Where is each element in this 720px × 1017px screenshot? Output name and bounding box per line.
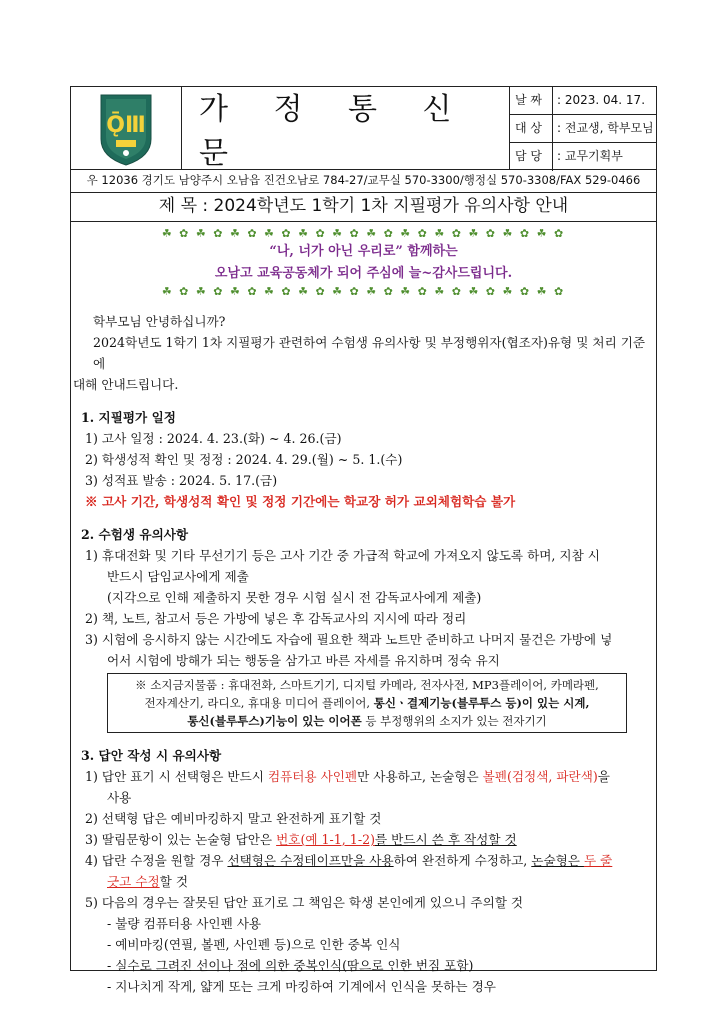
page-title: 가 정 통 신 문 <box>199 92 470 171</box>
caution-item-1a: 1) 휴대전화 및 기타 무선기기 등은 고사 기간 중 가급적 학교에 가져오지 않도록 하며, 지참 시 <box>85 548 600 563</box>
prohibited-line-2 <box>108 694 626 712</box>
caution-item-2: 2) 책, 노트, 참고서 등은 가방에 넣은 후 감독교사의 지시에 따라 정리 <box>85 611 467 626</box>
meta-info <box>509 87 656 169</box>
answer-item-4 <box>73 850 654 871</box>
svg-text:ǬⅢ: ǬⅢ <box>106 113 146 138</box>
schedule-warning: ※ 고사 기간, 학생성적 확인 및 정정 기간에는 학교장 허가 교외체험학습 불가 <box>85 494 516 509</box>
newsletter-frame <box>70 86 657 994</box>
answer-item-1 <box>73 766 654 787</box>
answer-item-4a: 4) 답란 수정을 원할 경우 <box>85 853 228 868</box>
manager-value: : 교무기획부 <box>557 149 623 163</box>
banner-line-1: “나, 너가 아닌 우리로” 함께하는 <box>269 244 458 259</box>
schedule-item: 1) 고사 일정 : 2024. 4. 23.(화) ~ 4. 26.(금) <box>85 431 342 446</box>
answer-item-4f: 긋고 수정 <box>107 874 160 889</box>
intro-text-1: 2024학년도 1학기 1차 지필평가 관련하여 수험생 유의사항 및 부정행위자(협조자)유형 및 처리 기준에 <box>93 335 646 371</box>
greeting: 학부모님 안녕하십니까? <box>93 314 226 329</box>
answer-sub-item: - 불량 컴퓨터용 사인펜 사용 <box>107 916 262 931</box>
schedule-item: 2) 학생성적 확인 및 정정 : 2024. 4. 29.(월) ~ 5. 1.(수) <box>85 452 403 467</box>
answer-item-1e: 을 <box>597 769 610 784</box>
caution-item-1c: (지각으로 인해 제출하지 못한 경우 시험 실시 전 감독교사에게 제출) <box>107 590 482 605</box>
answer-item-1a: 1) 답안 표기 시 선택형은 반드시 <box>85 769 268 784</box>
prohibited-line-3a: 통신(블루투스)기능이 있는 이어폰 <box>187 714 362 728</box>
date-value: : 2023. 04. 17. <box>557 93 646 107</box>
answer-item-4-cont <box>73 871 654 892</box>
answer-item-5: 5) 다음의 경우는 잘못된 답안 표기로 그 책임은 학생 본인에게 있으니 주의할 것 <box>85 895 524 910</box>
header <box>71 87 656 170</box>
answer-sub-item: - 예비마킹(연필, 볼펜, 사인펜 등)으로 인한 중복 인식 <box>107 937 401 952</box>
answer-item-4d: 논술형은 <box>531 853 584 868</box>
prohibited-items-box <box>107 673 627 733</box>
answer-sub-item: - 지나치게 작게, 얇게 또는 크게 마킹하여 기계에서 인식을 못하는 경우 <box>107 979 496 994</box>
target-row <box>509 115 656 143</box>
answer-item-1d: 볼펜(검정색, 파란색) <box>482 769 598 784</box>
answer-item-3b: 번호(예 1-1, 1-2) <box>276 832 376 847</box>
greeting-banner <box>71 227 656 307</box>
prohibited-line-3b: 등 부정행위의 소지가 있는 전자기기 <box>361 714 547 728</box>
caution-item-3a: 3) 시험에 응시하지 않는 시간에도 자습에 필요한 책과 노트만 준비하고 나머지 물건은 가방에 넣 <box>85 632 613 647</box>
school-logo-cell <box>71 87 182 169</box>
prohibited-line-1: ※ 소지금지물품 : 휴대전화, 스마트기기, 디지털 카메라, 전자사전, MP3플레이어, 카메라펜, <box>135 678 599 692</box>
manager-row <box>509 143 656 171</box>
prohibited-line-2a: 전자계산기, 라디오, 휴대용 미디어 플레이어, <box>144 696 374 710</box>
answer-item-4e: 두 줄 <box>583 853 613 868</box>
clover-border-bottom: ☘ ✿ ☘ ✿ ☘ ✿ ☘ ✿ ☘ ✿ ☘ ✿ ☘ ✿ ☘ ✿ ☘ ✿ ☘ ✿ ☘ ✿ ☘ ✿ <box>161 285 566 298</box>
answer-item-1b: 컴퓨터용 사인펜 <box>267 769 358 784</box>
title-cell <box>181 87 510 169</box>
answer-item-1c: 만 사용하고, 논술형은 <box>357 769 483 784</box>
caution-item-1b: 반드시 담임교사에게 제출 <box>107 569 249 584</box>
subject-line: 제 목 : 2024학년도 1학기 1차 지필평가 유의사항 안내 <box>71 192 656 222</box>
section1-title: 1. 지필평가 일정 <box>81 410 176 425</box>
intro-text-2: 대해 안내드립니다. <box>73 377 179 392</box>
prohibited-line-2b: 통신ㆍ결제기능(블루투스 등)이 있는 시계, <box>373 696 590 710</box>
answer-item-2: 2) 선택형 답은 예비마킹하지 말고 완전하게 표기할 것 <box>85 811 382 826</box>
prohibited-line-3 <box>108 712 626 730</box>
banner-line-2: 오남고 교육공동체가 되어 주심에 늘~감사드립니다. <box>214 266 513 281</box>
date-label: 날 짜 <box>509 87 553 114</box>
answer-item-3a: 3) 딸림문항이 있는 논술형 답안은 <box>85 832 277 847</box>
answer-item-1f: 사용 <box>107 790 132 805</box>
answer-item-3 <box>73 829 654 850</box>
clover-border-top: ☘ ✿ ☘ ✿ ☘ ✿ ☘ ✿ ☘ ✿ ☘ ✿ ☘ ✿ ☘ ✿ ☘ ✿ ☘ ✿ ☘ ✿ ☘ ✿ <box>161 227 566 240</box>
section2-title: 2. 수험생 유의사항 <box>81 527 189 542</box>
manager-label: 담 당 <box>509 143 553 171</box>
school-emblem-icon <box>71 87 181 169</box>
schedule-item: 3) 성적표 발송 : 2024. 5. 17.(금) <box>85 473 278 488</box>
answer-sub-item: - 실수로 그려진 선이나 점에 의한 중복인식(땀으로 인한 번짐 포함) <box>107 958 474 973</box>
target-value: : 전교생, 학부모님 <box>557 121 654 135</box>
caution-item-3b: 어서 시험에 방해가 되는 행동을 삼가고 바른 자세를 유지하며 정숙 유지 <box>107 653 500 668</box>
date-row <box>509 87 656 115</box>
school-address: 우 12036 경기도 남양주시 오남읍 진건오남로 784-27/교무실 570-3300/행정실 570-3308/FAX 529-0466 <box>71 169 656 193</box>
letter-body <box>73 311 654 997</box>
section3-title: 3. 답안 작성 시 유의사항 <box>81 748 222 763</box>
answer-item-4c: 하여 완전하게 수정하고, <box>393 853 532 868</box>
target-label: 대 상 <box>509 115 553 142</box>
answer-item-4b: 선택형은 수정테이프만을 사용 <box>227 853 394 868</box>
answer-item-4g: 할 것 <box>159 874 189 889</box>
answer-item-3c: 를 반드시 쓴 후 작성할 것 <box>375 832 517 847</box>
